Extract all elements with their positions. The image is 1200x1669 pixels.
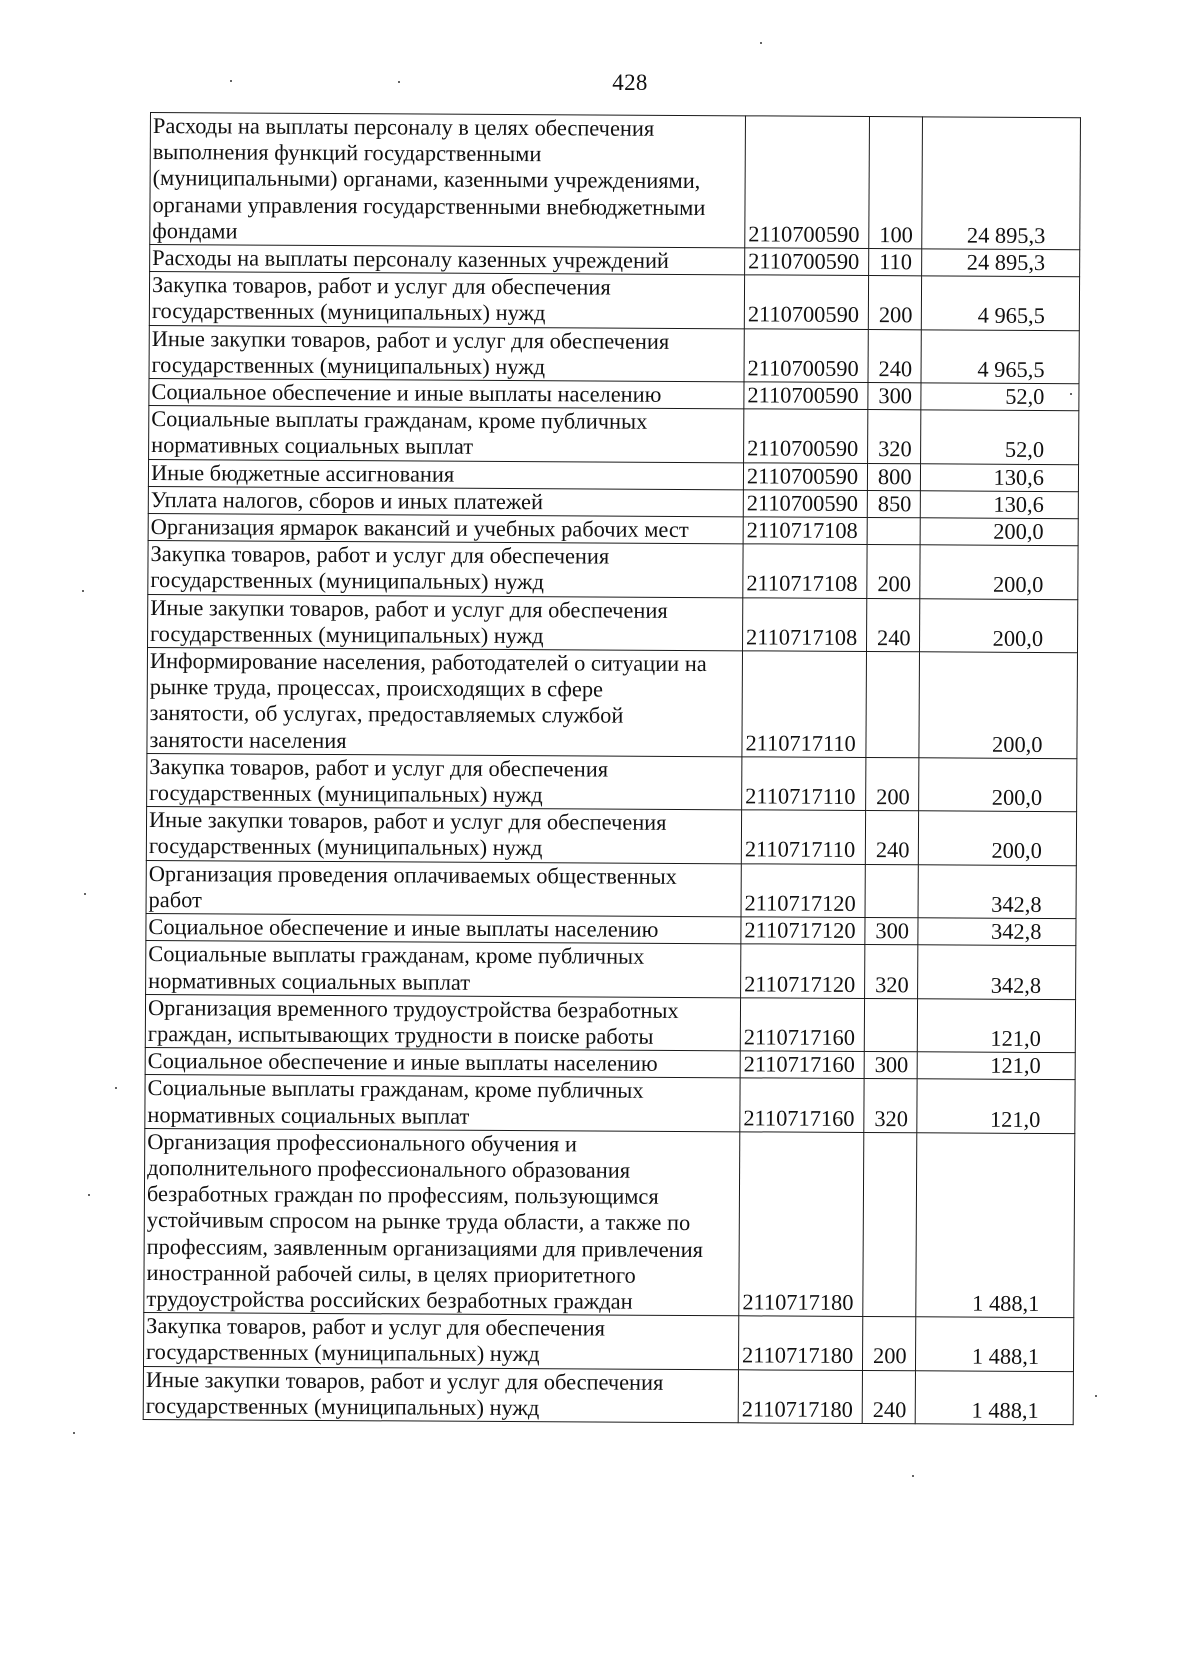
row-sum-cell: 1 488,1 (915, 1317, 1073, 1371)
row-sum-cell: 121,0 (917, 999, 1075, 1053)
row-sum-cell: 121,0 (917, 1079, 1075, 1133)
row-code-cell: 2110700590 (745, 116, 870, 249)
row-type-cell (867, 518, 920, 545)
table-row (146, 807, 1076, 866)
scan-speck (398, 81, 400, 83)
row-name-cell: Социальные выплаты гражданам, кроме публичных нормативных социальных выплат (146, 941, 741, 998)
row-type-cell: 200 (868, 276, 921, 330)
row-type-cell: 850 (867, 490, 920, 517)
row-type-cell: 240 (865, 811, 918, 865)
row-type-cell: 300 (864, 1052, 917, 1079)
table-row (143, 1313, 1073, 1372)
table-row (143, 1366, 1073, 1425)
row-code-cell: 2110717110 (742, 757, 866, 811)
row-type-cell (863, 1132, 917, 1317)
row-name-cell: Закупка товаров, работ и услуг для обеспечения государственных (муниципальных) нужд (149, 272, 744, 329)
row-type-cell: 320 (868, 410, 921, 464)
scan-speck (912, 1475, 914, 1477)
scan-speck (1095, 1395, 1097, 1397)
table-row (145, 994, 1075, 1053)
row-sum-cell: 4 965,5 (921, 276, 1079, 330)
row-code-cell: 2110700590 (744, 275, 868, 329)
row-name-cell: Расходы на выплаты персоналу казенных учреждений (150, 245, 745, 276)
row-sum-cell: 200,0 (918, 811, 1076, 865)
table-row (146, 941, 1076, 1000)
table-row (148, 594, 1078, 653)
row-name-cell: Организация проведения оплачиваемых общественных работ (146, 860, 741, 917)
row-code-cell: 2110700590 (744, 409, 868, 463)
table-row (146, 860, 1076, 919)
row-code-cell: 2110717120 (741, 864, 865, 918)
row-sum-cell: 130,6 (920, 491, 1078, 519)
row-name-cell: Расходы на выплаты персоналу в целях обеспечения выполнения функций государственными (муниципальными) органами, казенными учреждениями, органами управления государственными внебюджетными фондами (150, 113, 746, 248)
row-code-cell: 2110717160 (740, 1078, 864, 1132)
table-row (147, 648, 1078, 759)
row-name-cell: Организация временного трудоустройства безработных граждан, испытывающих трудности в поиске работы (145, 994, 740, 1051)
row-type-cell: 300 (865, 918, 918, 945)
row-sum-cell: 342,8 (918, 864, 1076, 918)
row-code-cell: 2110717110 (742, 651, 867, 758)
table-row (149, 406, 1079, 465)
row-code-cell: 2110717110 (741, 810, 865, 864)
row-name-cell: Закупка товаров, работ и услуг для обеспечения государственных (муниципальных) нужд (147, 753, 742, 810)
row-code-cell: 2110717180 (739, 1132, 864, 1317)
row-sum-cell: 52,0 (921, 383, 1079, 411)
row-sum-cell: 200,0 (920, 518, 1078, 546)
row-name-cell: Организация профессионального обучения и дополнительного профессионального образования безработных граждан по профессиям, пользующимся устойчивым спросом на рынке труда области, а также по профессиям, заявленным организациями для привлечения иностранной рабочей силы, в целях приоритетного трудоустройства российских безработных граждан (144, 1128, 740, 1316)
row-code-cell: 2110717180 (738, 1316, 862, 1370)
row-sum-cell: 200,0 (920, 545, 1078, 599)
row-type-cell (866, 652, 920, 758)
row-name-cell: Иные закупки товаров, работ и услуг для обеспечения государственных (муниципальных) нужд (143, 1366, 738, 1423)
row-code-cell: 2110700590 (744, 382, 868, 410)
row-type-cell: 110 (869, 249, 922, 276)
row-type-cell: 320 (864, 1079, 917, 1133)
row-type-cell: 200 (866, 757, 919, 811)
row-name-cell: Иные бюджетные ассигнования (148, 459, 743, 490)
row-code-cell: 2110717108 (743, 544, 867, 598)
page-number: 428 (612, 70, 648, 95)
row-name-cell: Уплата налогов, сборов и иных платежей (148, 486, 743, 517)
row-code-cell: 2110700590 (743, 490, 867, 518)
row-name-cell: Социальные выплаты гражданам, кроме публичных нормативных социальных выплат (145, 1075, 740, 1132)
row-type-cell: 240 (868, 329, 921, 383)
table-row (148, 541, 1078, 600)
row-type-cell: 800 (867, 463, 920, 490)
row-code-cell: 2110717180 (738, 1369, 862, 1423)
row-sum-cell: 342,8 (918, 945, 1076, 999)
row-sum-cell: 342,8 (918, 918, 1076, 946)
row-name-cell: Социальное обеспечение и иные выплаты населению (149, 379, 744, 410)
table-row (144, 1128, 1075, 1318)
row-code-cell: 2110700590 (744, 328, 868, 382)
scan-speck (84, 893, 86, 895)
row-sum-cell: 24 895,3 (922, 117, 1081, 250)
table-row (147, 753, 1077, 812)
row-type-cell (864, 998, 917, 1052)
row-name-cell: Организация ярмарок вакансий и учебных рабочих мест (148, 514, 743, 545)
row-type-cell (865, 864, 918, 918)
row-name-cell: Информирование населения, работодателей о ситуации на рынке труда, процессах, происходящих в сфере занятости, об услугах, предоставляемых службой занятости населения (147, 648, 743, 757)
row-code-cell: 2110717108 (743, 517, 867, 545)
row-type-cell: 100 (869, 117, 923, 249)
row-sum-cell: 52,0 (921, 410, 1079, 464)
budget-table (143, 112, 1081, 1425)
row-code-cell: 2110700590 (745, 248, 869, 276)
row-code-cell: 2110717120 (741, 944, 865, 998)
row-type-cell: 200 (867, 545, 920, 599)
row-name-cell: Иные закупки товаров, работ и услуг для обеспечения государственных (муниципальных) нужд (146, 807, 741, 864)
scan-speck (88, 1194, 90, 1196)
row-sum-cell: 24 895,3 (922, 249, 1080, 277)
row-sum-cell: 200,0 (919, 758, 1077, 812)
table-row (149, 272, 1079, 331)
scan-speck (73, 1432, 75, 1434)
row-sum-cell: 1 488,1 (915, 1370, 1073, 1424)
row-code-cell: 2110717120 (741, 917, 865, 945)
table-row (149, 325, 1079, 384)
scan-speck (82, 590, 84, 592)
row-name-cell: Социальное обеспечение и иные выплаты населению (146, 914, 741, 945)
table-row (150, 113, 1081, 250)
row-sum-cell: 121,0 (917, 1052, 1075, 1080)
row-code-cell: 2110717160 (740, 998, 864, 1052)
row-name-cell: Закупка товаров, работ и услуг для обеспечения государственных (муниципальных) нужд (148, 541, 743, 598)
row-sum-cell: 4 965,5 (921, 329, 1079, 383)
scan-speck (760, 42, 762, 44)
table-row (145, 1075, 1075, 1134)
row-type-cell: 240 (862, 1370, 915, 1424)
row-sum-cell: 200,0 (919, 652, 1078, 759)
row-type-cell: 300 (868, 383, 921, 410)
scan-speck (1070, 393, 1072, 395)
row-name-cell: Социальные выплаты гражданам, кроме публичных нормативных социальных выплат (149, 406, 744, 463)
table-body (143, 113, 1080, 1425)
row-sum-cell: 1 488,1 (916, 1133, 1075, 1318)
scan-speck (230, 80, 232, 82)
row-sum-cell: 200,0 (919, 598, 1077, 652)
row-name-cell: Иные закупки товаров, работ и услуг для обеспечения государственных (муниципальных) нужд (149, 325, 744, 382)
row-name-cell: Иные закупки товаров, работ и услуг для обеспечения государственных (муниципальных) нужд (148, 594, 743, 651)
row-name-cell: Закупка товаров, работ и услуг для обеспечения государственных (муниципальных) нужд (143, 1313, 738, 1370)
row-name-cell: Социальное обеспечение и иные выплаты населению (145, 1048, 740, 1079)
scan-speck (115, 1087, 117, 1089)
row-code-cell: 2110717160 (740, 1051, 864, 1079)
row-code-cell: 2110700590 (743, 462, 867, 490)
row-sum-cell: 130,6 (920, 463, 1078, 491)
row-type-cell: 240 (866, 598, 919, 652)
row-type-cell: 200 (862, 1317, 915, 1371)
row-code-cell: 2110717108 (742, 597, 866, 651)
row-type-cell: 320 (865, 945, 918, 999)
